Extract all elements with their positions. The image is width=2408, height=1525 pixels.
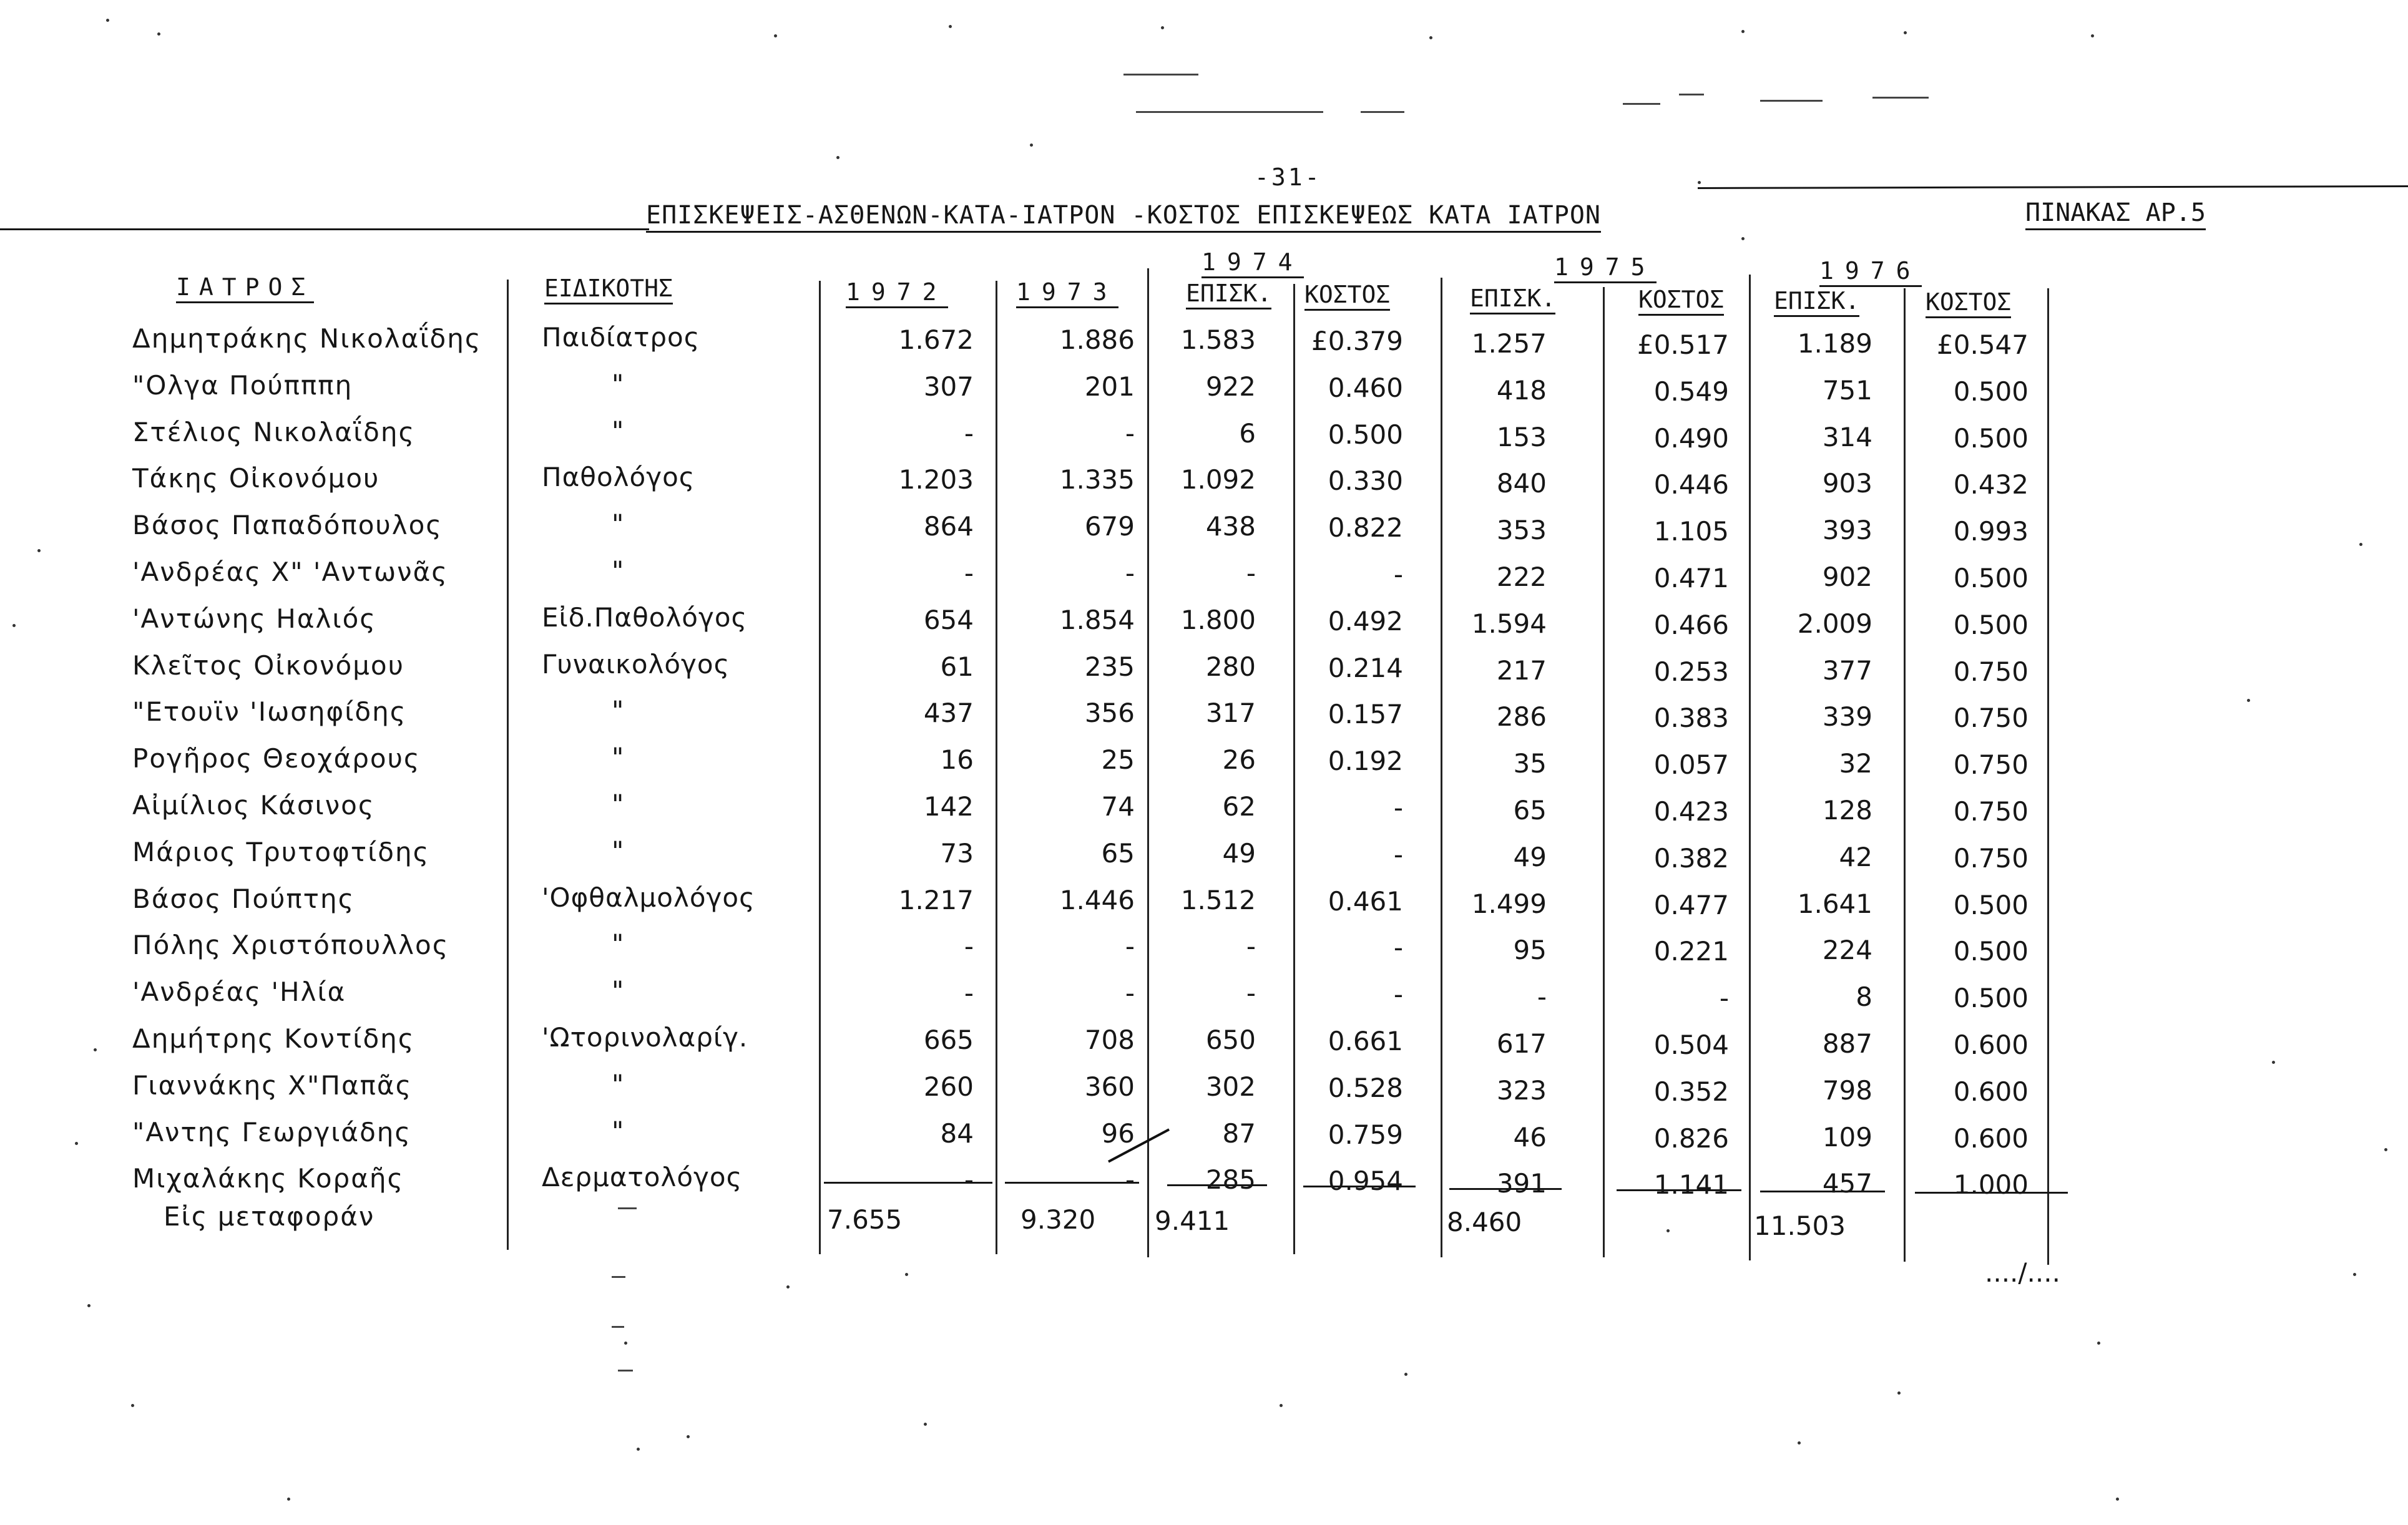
scan-speck: [2091, 34, 2094, 37]
cell-v1976: 109: [1822, 1121, 1872, 1152]
doctor-name: "Ετουϊν 'Ιωσηφίδης: [132, 696, 407, 728]
cell-c1974: -: [1393, 792, 1403, 823]
doctor-name: 'Ανδρέας 'Ηλία: [132, 977, 346, 1008]
header-visits-1976: ΕΠΙΣΚ.: [1774, 287, 1859, 317]
cell-c1974: 0.492: [1328, 605, 1403, 636]
specialty: ": [612, 928, 625, 960]
scan-speck: [87, 1304, 91, 1307]
doctor-name: Ρογῆρος Θεοχάρους: [132, 743, 421, 774]
cell-v1973: 1.854: [1059, 604, 1135, 635]
scan-dash: [1872, 97, 1929, 99]
cell-c1974: 0.528: [1328, 1072, 1403, 1103]
cell-v1975: 222: [1496, 562, 1547, 592]
scan-speck: [786, 1285, 790, 1289]
scan-speck: [75, 1142, 78, 1145]
cell-c1975: 0.253: [1653, 656, 1729, 687]
cell-c1976: 0.600: [1953, 1030, 2029, 1060]
header-year-1974: 1974: [1202, 248, 1304, 278]
specialty: ": [612, 975, 625, 1006]
cell-v1976: 339: [1822, 701, 1872, 733]
cell-v1976: 751: [1822, 374, 1872, 406]
cell-v1974: 26: [1222, 744, 1256, 776]
scan-dash: [1123, 74, 1198, 76]
cell-v1974: 438: [1205, 511, 1256, 542]
cell-c1974: 0.954: [1328, 1166, 1403, 1197]
scan-speck: [2384, 1148, 2387, 1151]
total-underline-1975-visits: [1449, 1188, 1562, 1190]
cell-c1974: 0.460: [1328, 372, 1403, 403]
cell-c1976: 0.600: [1953, 1076, 2029, 1107]
specialty: ": [612, 789, 625, 819]
cell-v1975: 323: [1496, 1074, 1547, 1106]
doctor-name: Αἰμίλιος Κάσινος: [132, 790, 375, 821]
cell-v1975: 418: [1496, 374, 1547, 406]
doctor-name: Βάσος Πούπτης: [132, 883, 355, 914]
cell-c1976: 0.500: [1953, 609, 2029, 640]
scan-dash: [1760, 100, 1823, 102]
cell-v1974: 87: [1222, 1118, 1256, 1149]
cell-v1976: 128: [1822, 795, 1872, 826]
cell-c1976: 0.750: [1953, 656, 2029, 687]
continuation-mark: ..../....: [1985, 1257, 2060, 1288]
cell-v1972: 1.672: [898, 324, 974, 355]
cell-v1975: -: [1537, 982, 1547, 1013]
scan-dash: [612, 1326, 624, 1328]
cell-v1976: 887: [1822, 1028, 1872, 1059]
doctor-name: 'Αντώνης Ηαλιός: [132, 603, 376, 634]
cell-c1975: 0.382: [1653, 842, 1729, 874]
cell-v1974: 285: [1205, 1164, 1256, 1196]
specialty: Δερματολόγος: [542, 1162, 743, 1193]
cell-v1972: 665: [923, 1025, 974, 1055]
cell-v1974: 6: [1239, 417, 1256, 449]
totals-label: Εἰς μεταφοράν: [164, 1201, 375, 1232]
cell-v1972: 16: [940, 744, 974, 776]
cell-v1975: 153: [1496, 421, 1547, 452]
cell-c1976: 0.750: [1953, 749, 2029, 781]
cell-v1975: 46: [1513, 1121, 1547, 1152]
cell-v1975: 35: [1513, 748, 1547, 779]
specialty: Παθολόγος: [542, 462, 695, 493]
doctor-name: Μιχαλάκης Κοραῆς: [132, 1163, 404, 1194]
specialty: ": [612, 415, 625, 446]
cell-c1976: 0.500: [1953, 422, 2029, 454]
cell-v1973: 235: [1084, 651, 1135, 682]
scan-dash: [618, 1207, 637, 1209]
cell-c1976: 0.750: [1953, 842, 2029, 874]
cell-c1974: £0.379: [1311, 326, 1403, 356]
total-1973: 9.320: [1020, 1204, 1096, 1235]
scan-speck: [1897, 1391, 1901, 1395]
doctor-name: Πόλης Χριστόπουλλος: [132, 930, 449, 961]
scan-speck: [2116, 1498, 2119, 1501]
cell-v1975: 1.257: [1471, 328, 1547, 359]
column-rule: [507, 280, 509, 1250]
cell-v1972: 73: [940, 837, 974, 869]
scan-dash: [612, 1276, 625, 1278]
cell-v1972: 84: [940, 1118, 974, 1149]
cell-v1976: 1.189: [1797, 328, 1872, 359]
header-visits-1974: ΕΠΙΣΚ.: [1186, 280, 1271, 309]
cell-v1975: 49: [1513, 841, 1547, 872]
cell-c1976: 0.500: [1953, 376, 2029, 407]
header-visits-1975: ΕΠΙΣΚ.: [1470, 285, 1555, 314]
column-rule: [2047, 288, 2049, 1265]
cell-c1975: 0.471: [1653, 563, 1729, 593]
cell-v1974: 1.092: [1180, 464, 1256, 495]
scan-speck: [1429, 36, 1432, 39]
cell-v1973: 1.886: [1059, 324, 1135, 355]
cell-v1973: 96: [1101, 1118, 1135, 1149]
cell-c1974: 0.822: [1328, 512, 1403, 543]
doctor-name: Μάριος Τρυτοφτίδης: [132, 836, 430, 867]
cell-v1973: 356: [1084, 698, 1135, 729]
specialty: Γυναικολόγος: [542, 648, 730, 680]
cell-c1974: 0.214: [1328, 652, 1403, 683]
specialty: ": [612, 555, 625, 586]
scan-dash: [618, 1370, 633, 1372]
cell-v1974: 922: [1205, 371, 1256, 402]
header-specialty: ΕΙΔΙΚΟΤΗΣ: [544, 275, 673, 305]
cell-v1973: 74: [1101, 791, 1135, 822]
cell-v1975: 217: [1496, 655, 1547, 686]
scan-speck: [2097, 1342, 2100, 1345]
cell-v1972: -: [964, 1164, 974, 1196]
cell-v1972: 260: [923, 1071, 974, 1102]
scan-speck: [1904, 31, 1907, 34]
scan-speck: [1161, 26, 1164, 29]
cell-v1973: -: [1125, 1164, 1135, 1196]
cell-c1976: 0.750: [1953, 703, 2029, 734]
cell-v1974: 1.512: [1180, 884, 1256, 915]
cell-c1975: 0.057: [1653, 749, 1729, 781]
cell-v1972: 1.217: [898, 884, 974, 915]
cell-c1975: 0.221: [1653, 936, 1729, 967]
specialty: 'Οφθαλμολόγος: [542, 882, 755, 913]
cell-v1976: 8: [1856, 982, 1872, 1013]
cell-v1973: 201: [1084, 371, 1135, 402]
cell-v1972: -: [964, 417, 974, 449]
total-underline-1975-cost: [1617, 1189, 1741, 1191]
cell-v1973: -: [1125, 417, 1135, 449]
cell-v1974: 62: [1222, 791, 1256, 822]
cell-c1975: 0.549: [1653, 376, 1729, 407]
cell-v1975: 65: [1513, 795, 1547, 826]
cell-c1975: 1.141: [1653, 1169, 1729, 1201]
cell-c1974: 0.330: [1328, 465, 1403, 497]
cell-v1974: 1.800: [1180, 604, 1256, 635]
cell-v1976: 377: [1822, 655, 1872, 686]
cell-v1975: 391: [1496, 1168, 1547, 1199]
scan-speck: [1667, 1229, 1670, 1232]
scan-speck: [774, 34, 777, 37]
scan-speck: [157, 32, 160, 36]
cell-v1972: 142: [923, 791, 974, 822]
cell-v1976: 32: [1839, 748, 1872, 779]
cell-c1974: -: [1393, 979, 1403, 1010]
cell-c1976: 0.500: [1953, 889, 2029, 920]
title-rule-left: [0, 228, 649, 230]
specialty: 'Ωτορινολαρίγ.: [542, 1022, 748, 1053]
cell-v1976: 393: [1822, 515, 1872, 546]
scan-speck: [1030, 144, 1033, 147]
total-underline-1974-visits: [1167, 1184, 1267, 1186]
cell-c1975: 0.504: [1653, 1030, 1729, 1060]
cell-v1972: -: [964, 931, 974, 962]
scan-speck: [1280, 1404, 1283, 1407]
doctor-name: Δημητράκης Νικολαΐδης: [132, 323, 482, 354]
cell-v1976: 903: [1822, 468, 1872, 499]
total-1972: 7.655: [827, 1204, 903, 1235]
cell-v1974: -: [1246, 558, 1256, 588]
scan-dash: [1623, 103, 1660, 105]
total-1976: 11.503: [1754, 1211, 1846, 1241]
specialty: ": [612, 742, 625, 773]
cell-v1973: 360: [1084, 1071, 1135, 1102]
table-number: ΠΙΝΑΚΑΣ ΑΡ.5: [2025, 198, 2206, 230]
doctor-name: Δημήτρης Κοντίδης: [132, 1023, 415, 1054]
cell-v1973: 708: [1084, 1025, 1135, 1055]
cell-c1975: 0.490: [1653, 422, 1729, 454]
title-rule-right: [1698, 185, 2408, 189]
cell-v1975: 95: [1513, 935, 1547, 966]
cell-v1974: 317: [1205, 698, 1256, 729]
scan-speck: [131, 1404, 134, 1407]
header-year-1975: 1975: [1554, 253, 1657, 283]
cell-v1974: -: [1246, 931, 1256, 962]
cell-c1976: £0.547: [1937, 329, 2029, 360]
cell-v1972: -: [964, 978, 974, 1009]
cell-v1976: 224: [1822, 935, 1872, 966]
cell-v1973: 25: [1101, 744, 1135, 776]
total-underline-1974-cost: [1303, 1186, 1416, 1187]
scan-speck: [624, 1342, 627, 1345]
cell-v1972: 1.203: [898, 464, 974, 495]
cell-v1974: 650: [1205, 1025, 1256, 1055]
cell-v1974: 49: [1222, 837, 1256, 869]
cell-v1973: -: [1125, 978, 1135, 1009]
specialty: ": [612, 1115, 625, 1146]
cell-c1974: -: [1393, 932, 1403, 963]
cell-v1974: 280: [1205, 651, 1256, 682]
cell-v1976: 314: [1822, 421, 1872, 452]
specialty: ": [612, 1068, 625, 1099]
total-underline-1973: [1005, 1182, 1139, 1184]
cell-c1975: 0.826: [1653, 1123, 1729, 1154]
cell-c1975: 0.423: [1653, 796, 1729, 827]
cell-v1974: 302: [1205, 1071, 1256, 1102]
cell-v1976: 42: [1839, 841, 1872, 872]
specialty: Εἰδ.Παθολόγος: [542, 602, 748, 633]
cell-c1976: 0.500: [1953, 563, 2029, 593]
cell-c1975: 0.352: [1653, 1076, 1729, 1107]
cell-v1975: 286: [1496, 701, 1547, 733]
cell-c1975: 0.446: [1653, 469, 1729, 500]
cell-c1976: 0.750: [1953, 796, 2029, 827]
total-underline-1972: [824, 1182, 992, 1184]
column-rule: [819, 281, 821, 1254]
cell-c1974: 0.500: [1328, 419, 1403, 450]
cell-v1976: 798: [1822, 1074, 1872, 1106]
total-1974: 9.411: [1155, 1206, 1230, 1236]
doctor-name: 'Ανδρέας Χ" 'Αντωνᾶς: [132, 557, 448, 587]
cell-c1975: 0.383: [1653, 703, 1729, 734]
cell-c1974: 0.461: [1328, 885, 1403, 917]
scan-speck: [2353, 1273, 2356, 1276]
scan-dash: [1361, 111, 1404, 113]
cell-v1972: 307: [923, 371, 974, 402]
cell-v1975: 1.594: [1471, 608, 1547, 639]
cell-c1974: -: [1393, 839, 1403, 870]
scan-dash: [1136, 111, 1323, 113]
cell-c1974: 0.157: [1328, 699, 1403, 730]
doctor-name: Κλεῖτος Οἰκονόμου: [132, 650, 404, 681]
cell-c1976: 1.000: [1953, 1169, 2029, 1201]
scan-speck: [1741, 30, 1745, 33]
scan-speck: [924, 1423, 927, 1426]
cell-v1973: 1.335: [1059, 464, 1135, 495]
cell-c1974: 0.192: [1328, 746, 1403, 777]
scan-speck: [836, 156, 839, 159]
cell-c1975: -: [1719, 983, 1729, 1014]
cell-v1976: 457: [1822, 1168, 1872, 1199]
scan-speck: [949, 25, 952, 28]
cell-v1972: -: [964, 558, 974, 588]
scan-speck: [1698, 181, 1701, 184]
header-doctor: ΙΑΤΡΟΣ: [176, 273, 314, 303]
scan-speck: [1798, 1441, 1801, 1445]
header-cost-1975: ΚΟΣΤΟΣ: [1638, 286, 1724, 316]
specialty: ": [612, 835, 625, 866]
cell-c1975: 0.466: [1653, 609, 1729, 640]
table-title: ΕΠΙΣΚΕΨΕΙΣ-ΑΣΘΕΝΩΝ-ΚΑΤΑ-ΙΑΤΡΟΝ -ΚΟΣΤΟΣ ΕΠΙΣΚΕΨΕΩΣ ΚΑΤΑ ΙΑΤΡΟΝ: [646, 201, 1601, 233]
doctor-name: "Ολγα Πούπππη: [132, 369, 353, 401]
specialty: Παιδίατρος: [542, 322, 700, 353]
scan-dash: [1679, 94, 1704, 95]
cell-v1975: 1.499: [1471, 888, 1547, 919]
scan-speck: [287, 1498, 290, 1501]
cell-c1976: 0.432: [1953, 469, 2029, 500]
header-cost-1976: ΚΟΣΤΟΣ: [1926, 288, 2011, 318]
scan-speck: [1741, 237, 1745, 240]
cell-c1974: -: [1393, 559, 1403, 590]
doctor-name: Βάσος Παπαδόπουλος: [132, 510, 443, 541]
scan-speck: [12, 624, 16, 627]
cell-v1975: 353: [1496, 515, 1547, 546]
cell-v1974: 1.583: [1180, 324, 1256, 355]
doctor-name: Γιαννάκης Χ"Παπᾶς: [132, 1069, 413, 1101]
page-number: -31-: [1255, 163, 1322, 191]
scan-speck: [106, 19, 109, 22]
cell-v1972: 437: [923, 698, 974, 729]
cell-v1975: 840: [1496, 468, 1547, 499]
cell-v1972: 654: [923, 604, 974, 635]
cell-v1976: 1.641: [1797, 888, 1872, 919]
scan-speck: [1404, 1373, 1407, 1376]
cell-c1976: 0.993: [1953, 516, 2029, 547]
scan-speck: [637, 1448, 640, 1451]
cell-v1972: 864: [923, 511, 974, 542]
cell-c1975: 0.477: [1653, 889, 1729, 920]
cell-v1976: 902: [1822, 562, 1872, 592]
scan-speck: [2359, 543, 2362, 546]
scan-speck: [905, 1273, 908, 1276]
scan-speck: [2272, 1061, 2275, 1064]
cell-v1973: -: [1125, 931, 1135, 962]
cell-v1973: 679: [1084, 511, 1135, 542]
specialty: ": [612, 695, 625, 726]
cell-c1976: 0.500: [1953, 983, 2029, 1014]
specialty: ": [612, 509, 625, 540]
total-underline-1976-visits: [1760, 1191, 1885, 1192]
cell-v1976: 2.009: [1797, 608, 1872, 639]
header-year-1972: 1972: [846, 278, 948, 308]
total-underline-1976-cost: [1915, 1192, 2068, 1194]
cell-c1976: 0.500: [1953, 936, 2029, 967]
scan-speck: [2247, 699, 2250, 702]
scan-speck: [94, 1048, 97, 1051]
cell-v1972: 61: [940, 651, 974, 682]
total-1975: 8.460: [1447, 1207, 1522, 1237]
header-year-1976: 1976: [1819, 257, 1922, 287]
header-year-1973: 1973: [1016, 278, 1118, 308]
doctor-name: "Αντης Γεωργιάδης: [132, 1116, 412, 1147]
cell-c1974: 0.661: [1328, 1026, 1403, 1056]
cell-v1973: -: [1125, 558, 1135, 588]
cell-v1973: 65: [1101, 837, 1135, 869]
doctor-name: Τάκης Οἰκονόμου: [132, 463, 380, 494]
cell-v1973: 1.446: [1059, 884, 1135, 915]
cell-v1975: 617: [1496, 1028, 1547, 1059]
specialty: ": [612, 368, 625, 399]
scan-speck: [37, 549, 41, 552]
scan-speck: [687, 1435, 690, 1438]
cell-c1975: £0.517: [1637, 329, 1729, 360]
cell-c1975: 1.105: [1653, 516, 1729, 547]
cell-c1976: 0.600: [1953, 1123, 2029, 1154]
cell-v1974: -: [1246, 978, 1256, 1009]
cell-c1974: 0.759: [1328, 1119, 1403, 1150]
doctor-name: Στέλιος Νικολαΐδης: [132, 416, 416, 447]
header-cost-1974: ΚΟΣΤΟΣ: [1304, 281, 1390, 311]
